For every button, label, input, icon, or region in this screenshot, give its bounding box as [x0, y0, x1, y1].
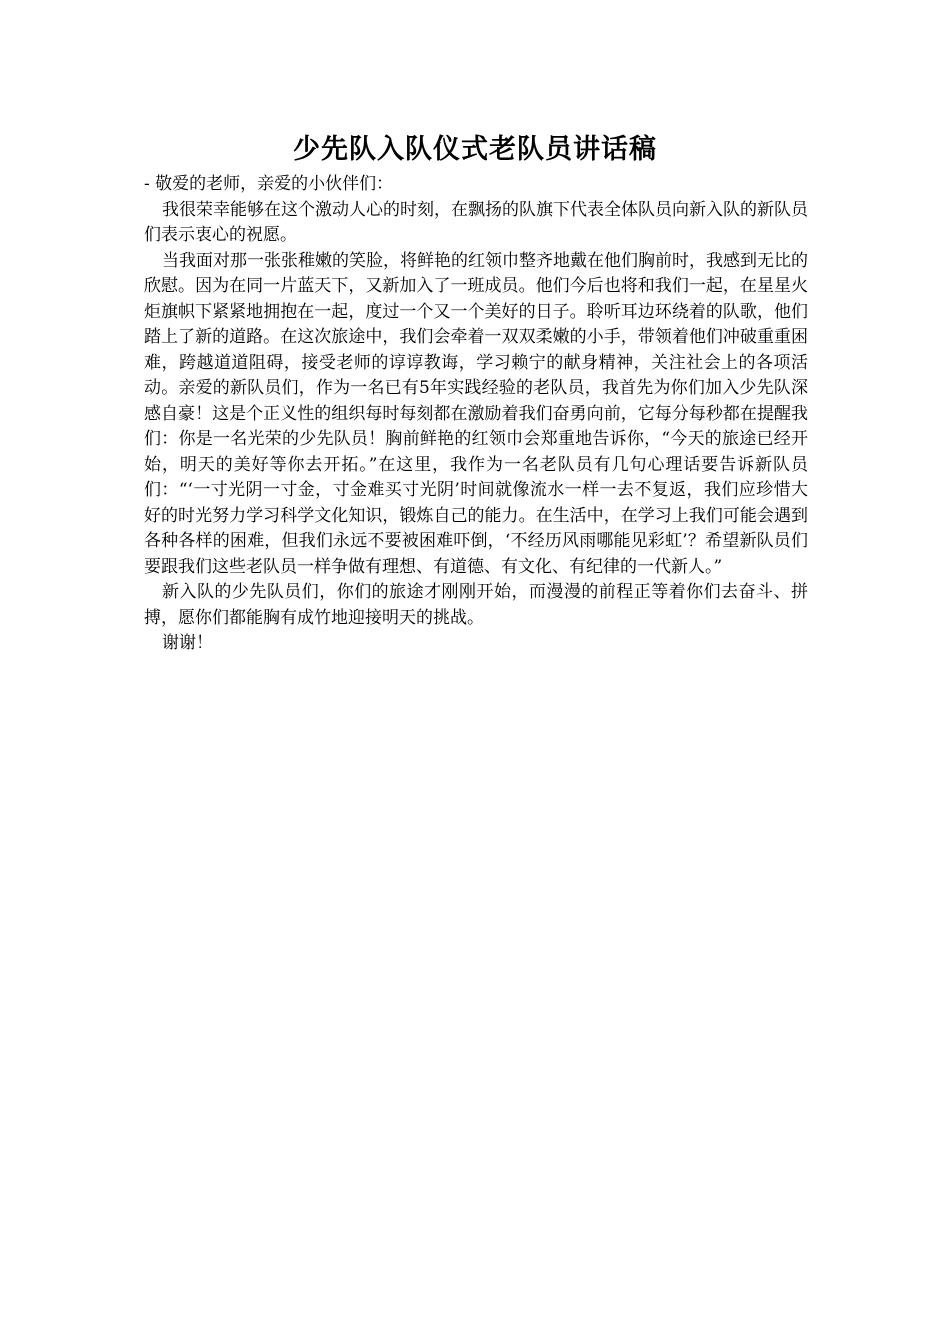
paragraph-thanks: 谢谢！: [162, 633, 213, 653]
document-body: [144, 172, 808, 657]
paragraph-intro: 我很荣幸能够在这个激动人心的时刻，在飘扬的队旗下代表全体队员向新入队的新队员们表示衷心的祝愿。: [144, 199, 808, 245]
greeting-line: - 敬爱的老师，亲爱的小伙伴们：: [144, 174, 394, 194]
paragraph-main: 当我面对那一张张稚嫩的笑脸，将鲜艳的红领巾整齐地戴在他们胸前时，我感到无比的欣慰。因为在同一片蓝天下，又新加入了一班成员。他们今后也将和我们一起，在星星火炬旗帜下紧紧地拥抱在一起，度过一个又一个美好的日子。聆听耳边环绕着的队歌，他们踏上了新的道路。在这次旅途中，我们会牵着一双双柔嫩的小手，带领着他们冲破重重困难，跨越道道阻碍，接受老师的谆谆教诲，学习赖宁的献身精神，关注社会上的各项活动。亲爱的新队员们，作为一名已有5年实践经验的老队员，我首先为你们加入少先队深感自豪！这是个正义性的组织每时每刻都在激励着我们奋勇向前，它每分每秒都在提醒我们：你是一名光荣的少先队员！胸前鲜艳的红领巾会郑重地告诉你，“今天的旅途已经开始，明天的美好等你去开拓。”在这里，我作为一名老队员有几句心理话要告诉新队员们：“‘一寸光阴一寸金，寸金难买寸光阴’时间就像流水一样一去不复返，我们应珍惜大好的时光努力学习科学文化知识，锻炼自己的能力。在生活中，在学习上我们可能会遇到各种各样的困难，但我们永远不要被困难吓倒，‘不经历风雨哪能见彩虹’？希望新队员们要跟我们这些老队员一样争做有理想、有道德、有文化、有纪律的一代新人。”: [144, 250, 808, 577]
document-title: 少先队入队仪式老队员讲话稿: [293, 134, 657, 165]
paragraph-closing: 新入队的少先队员们，你们的旅途才刚刚开始，而漫漫的前程正等着你们去奋斗、拼搏，愿你们都能胸有成竹地迎接明天的挑战。: [144, 582, 808, 628]
